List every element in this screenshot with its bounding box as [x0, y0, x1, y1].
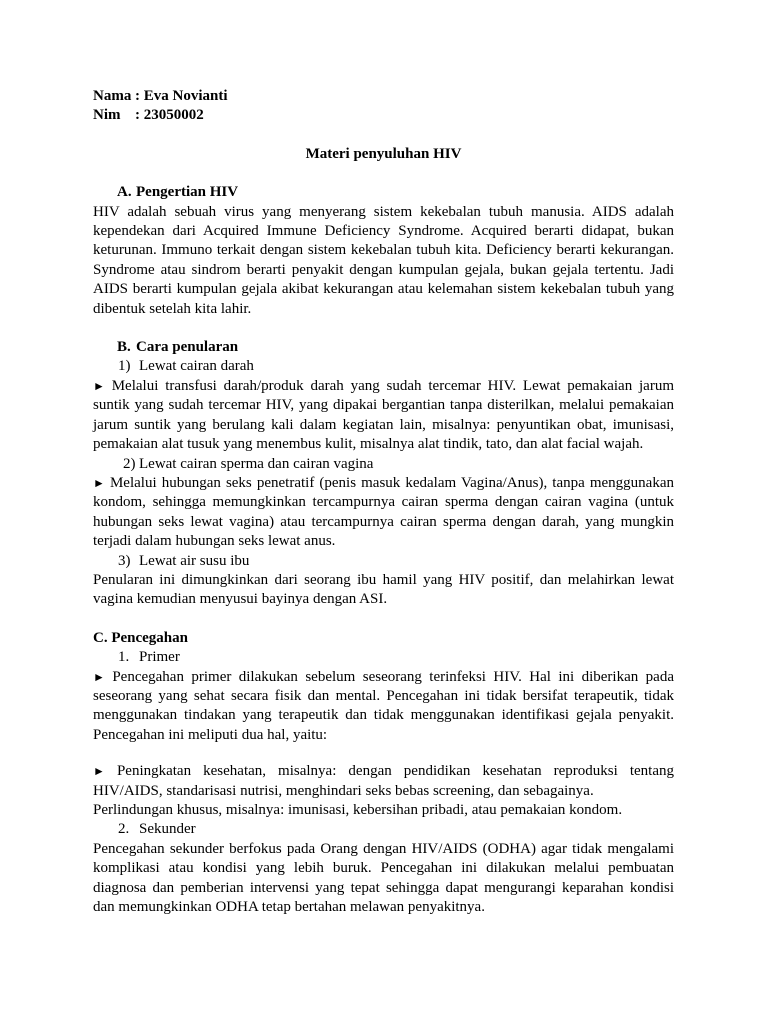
section-b-title: Cara penularan: [136, 339, 239, 356]
section-a-title: Pengertian HIV: [136, 184, 239, 201]
section-b-item-2: [93, 455, 674, 474]
section-c-item-1-body: [93, 668, 674, 746]
document-body: [93, 87, 674, 917]
section-c-item-2: [93, 820, 674, 839]
document-title: Materi penyuluhan HIV: [305, 145, 462, 162]
item-title: Lewat cairan darah: [139, 358, 254, 375]
item-marker: 2.: [118, 821, 130, 838]
paragraph-text: Melalui hubungan seks penetratif (penis masuk kedalam Vagina/Anus), tanpa menggunakan kondom, sehingga memungkinkan tercampurnya cairan sperma dengan cairan vagina (untuk hubungan seks lewat vagina) atau tercampurnya cairan sperma dengan darah, yang mungkin terjadi dalam hubungan seks lewat anus.: [93, 474, 674, 550]
section-c-item-1-point-2: Perlindungan khusus, misalnya: imunisasi, kebersihan pribadi, atau pemakaian kondom.: [93, 802, 623, 818]
item-marker: 2): [123, 455, 136, 472]
section-b-item-2-body: [93, 474, 674, 552]
right-pointer-icon: ►: [93, 475, 105, 490]
section-c-item-1: [93, 648, 674, 667]
section-b-item-3: [93, 552, 674, 571]
section-b-item-1: [93, 357, 674, 376]
section-c-heading: C. Pencegahan: [93, 629, 188, 646]
section-a-marker: A.: [117, 184, 132, 201]
name-row: [93, 87, 674, 106]
item-title: Sekunder: [139, 821, 196, 838]
nim-row: [93, 106, 674, 125]
nim-value: : 23050002: [135, 107, 204, 124]
paragraph-text: Melalui transfusi darah/produk darah yang sudah tercemar HIV. Lewat pemakaian jarum suntik yang sudah tercemar HIV, yang dipakai bergantian tanpa disterilkan, melalui pemakaian jarum suntik yang berulang kali dalam kegiatan lain, misalnya: penyuntikan obat, imunisasi, pemakaian alat tusuk yang menembus kulit, misalnya alat tindik, tato, dan alat facial wajah.: [93, 377, 675, 453]
section-a-paragraph: HIV adalah sebuah virus yang menyerang sistem kekebalan tubuh manusia. AIDS adalah kependekan dari Acquired Immune Deficiency Syndrome. Acquired berarti didapat, bukan keturunan. Immuno terkait dengan sistem kekebalan tubuh kita. Deficiency berarti kekurangan. Syndrome atau sindrom berarti penyakit dengan kumpulan gejala, bukan gejala tertentu. Jadi AIDS berarti kumpulan gejala akibat kekurangan atau kelemahan sistem kekebalan tubuh yang dibentuk setelah kita lahir.: [93, 203, 674, 317]
paragraph-text: Peningkatan kesehatan, misalnya: dengan pendidikan kesehatan reproduksi tentang HIV/AIDS, standarisasi nutrisi, menghindari seks bebas screening, dan sebagainya.: [93, 763, 675, 799]
right-pointer-icon: ►: [93, 764, 105, 779]
item-marker: 1.: [118, 649, 130, 666]
item-marker: 1): [118, 358, 131, 375]
item-title: Primer: [139, 649, 180, 666]
section-b-item-1-body: [93, 377, 674, 455]
section-b-marker: B.: [117, 339, 131, 356]
name-label: Nama: [93, 88, 132, 104]
section-c-item-1-point: [93, 762, 674, 801]
section-c-item-2-body: Pencegahan sekunder berfokus pada Orang dengan HIV/AIDS (ODHA) agar tidak mengalami komplikasi atau kondisi yang lebih buruk. Pencegahan ini dilakukan melalui pembuatan diagnosa dan pemberian intervensi yang tepat sehingga dapat mengurangi keparahan kondisi dan memungkinkan ODHA tetap bertahan melawan penyakitnya.: [93, 840, 674, 916]
name-value: : Eva Novianti: [135, 88, 228, 104]
item-marker: 3): [118, 552, 131, 569]
paragraph-text: Pencegahan primer dilakukan sebelum seseorang terinfeksi HIV. Hal ini diberikan pada seseorang yang sehat secara fisik dan mental. Pencegahan ini tidak bersifat terapeutik, tidak menggunakan tindakan yang terapeutik dan tidak menggunakan identifikasi gejala penyakit. Pencegahan ini meliputi dua hal, yaitu:: [93, 668, 674, 743]
section-b-heading: [93, 338, 674, 357]
nim-label: Nim: [93, 107, 121, 124]
section-a-heading: [93, 183, 674, 202]
section-b-item-3-body: Penularan ini dimungkinkan dari seorang ibu hamil yang HIV positif, dan melahirkan lewat vagina kemudian menyusui bayinya dengan ASI.: [93, 571, 674, 608]
right-pointer-icon: ►: [93, 378, 105, 393]
item-title: Lewat air susu ibu: [139, 552, 250, 569]
item-title: Lewat cairan sperma dan cairan vagina: [139, 455, 374, 472]
right-pointer-icon: ►: [93, 669, 105, 684]
